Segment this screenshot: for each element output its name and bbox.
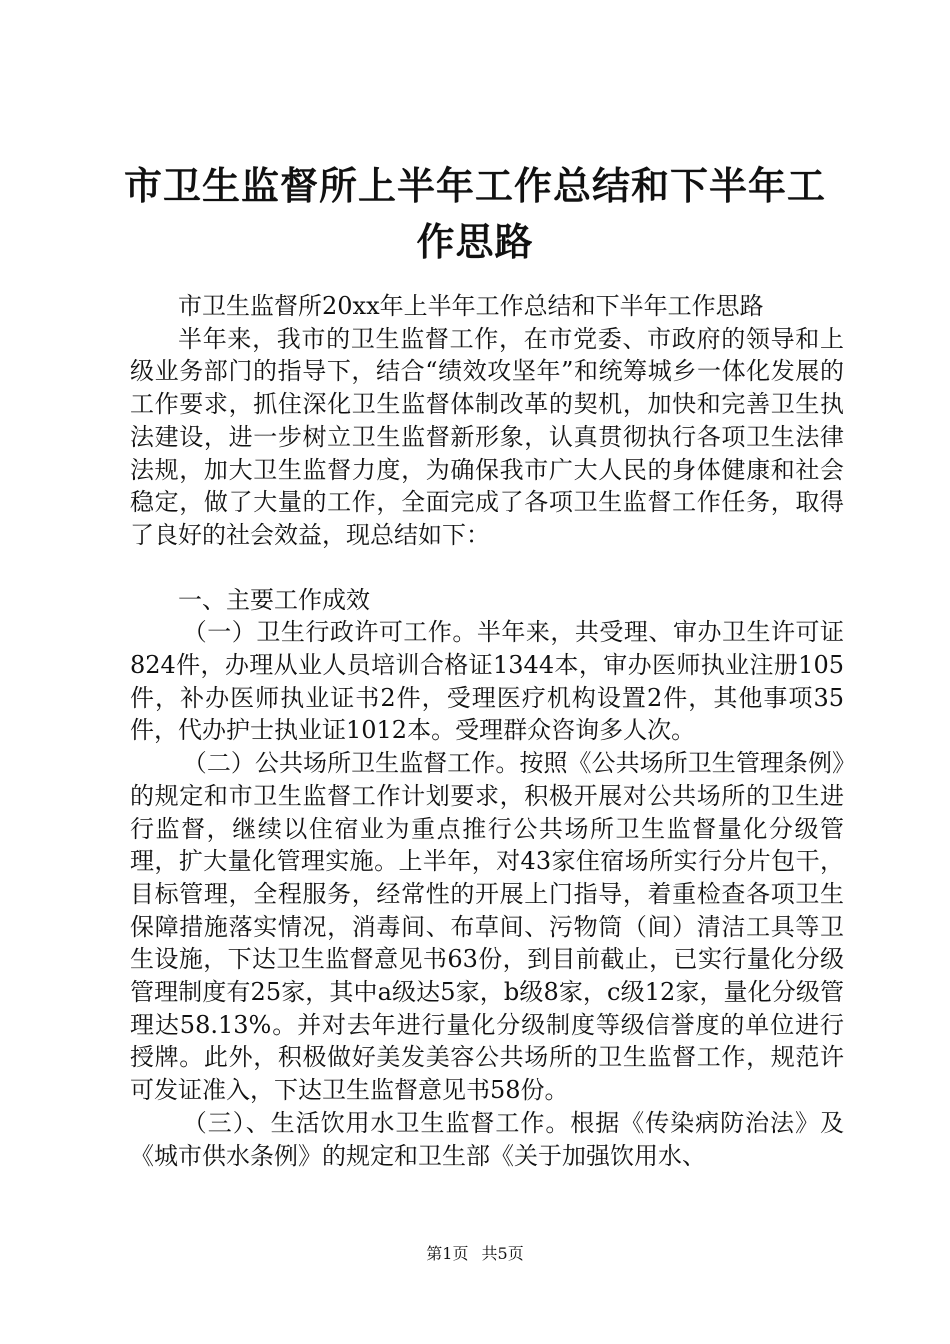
item-2-paragraph: （二）公共场所卫生监督工作。按照《公共场所卫生管理条例》的规定和市卫生监督工作计划要求，积极开展对公共场所的卫生进行监督，继续以住宿业为重点推行公共场所卫生监督量化分级管理，扩大量化管理实施。上半年，对43家住宿场所实行分片包干，目标管理，全程服务，经常性的开展上门指导，着重检查各项卫生保障措施落实情况，消毒间、布草间、污物筒（间）清洁工具等卫生设施，下达卫生监督意见书63份，到目前截止，已实行量化分级管理制度有25家，其中a级达5家，b级8家，c级12家，量化分级管理达58.13%。并对去年进行量化分级制度等级信誉度的单位进行授牌。此外，积极做好美发美容公共场所的卫生监督工作，规范许可发证准入，下达卫生监督意见书58份。 bbox=[130, 749, 844, 1105]
document-body bbox=[130, 290, 844, 1172]
intro-paragraph: 半年来，我市的卫生监督工作，在市党委、市政府的领导和上级业务部门的指导下，结合“绩效攻坚年”和统筹城乡一体化发展的工作要求，抓住深化卫生监督体制改革的契机，加快和完善卫生执法建设，进一步树立卫生监督新形象，认真贯彻执行各项卫生法律法规，加大卫生监督力度，为确保我市广大人民的身体健康和社会稳定，做了大量的工作，全面完成了各项卫生监督工作任务，取得了良好的社会效益，现总结如下： bbox=[130, 324, 844, 549]
section-heading: 一、主要工作成效 bbox=[178, 585, 370, 614]
doc-subtitle-paragraph: 市卫生监督所20xx年上半年工作总结和下半年工作思路 bbox=[178, 292, 764, 320]
page-total: 共5页 bbox=[481, 1244, 524, 1263]
page-number: 第1页 bbox=[426, 1244, 469, 1263]
item-3-paragraph: （三）、生活饮用水卫生监督工作。根据《传染病防治法》及《城市供水条例》的规定和卫生部《关于加强饮用水、 bbox=[130, 1108, 844, 1170]
document-title: 市卫生监督所上半年工作总结和下半年工作思路 bbox=[123, 163, 826, 264]
page-footer bbox=[0, 1244, 950, 1264]
item-1-paragraph: （一）卫生行政许可工作。半年来，共受理、审办卫生许可证824件，办理从业人员培训合格证1344本，审办医师执业注册105件，补办医师执业证书2件，受理医疗机构设置2件，其他事项35件，代办护士执业证1012本。受理群众咨询多人次。 bbox=[130, 618, 844, 745]
